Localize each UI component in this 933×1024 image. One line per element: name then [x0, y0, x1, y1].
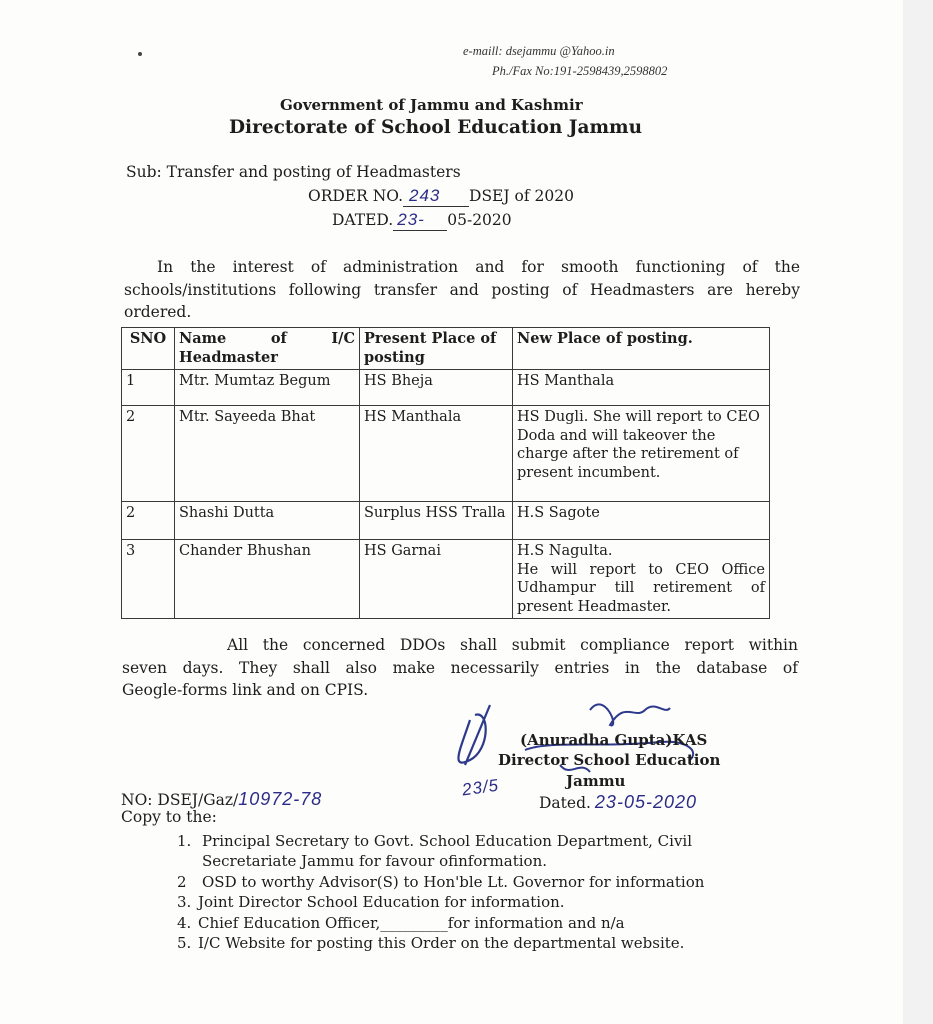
order-prefix: ORDER NO. [308, 187, 404, 205]
reference-number-line [121, 789, 322, 810]
header-name-b: of [270, 330, 287, 347]
table-row [122, 406, 770, 502]
row-sno: 3 [122, 540, 175, 619]
table-row [122, 540, 770, 619]
initial-handwritten: 23/5 [460, 775, 501, 800]
row-present: HS Bheja [360, 370, 513, 406]
row-sno: 2 [122, 406, 175, 502]
row-sno: 1 [122, 370, 175, 406]
copy-list-item [177, 831, 692, 851]
row-present: HS Garnai [360, 540, 513, 619]
intro-line-2: schools/institutions following transfer and posting of Headmasters are hereby [124, 281, 800, 299]
order-number-line [308, 186, 574, 207]
dated-prefix: DATED. [332, 211, 394, 229]
signature-date-line [539, 792, 697, 813]
copy-item-number: 2 [177, 873, 187, 891]
row-name: Shashi Dutta [175, 502, 360, 540]
reference-no-handwritten: 10972-78 [238, 789, 323, 809]
dated-day-handwritten: 23- [393, 210, 447, 231]
signature-dated-label: Dated. [539, 794, 591, 812]
scan-speck [138, 52, 142, 56]
order-date-line [332, 210, 512, 231]
copy-item-text: I/C Website for posting this Order on the departmental website. [198, 934, 685, 952]
header-name-c: I/C [331, 330, 355, 347]
copy-item-number: 5. [177, 934, 192, 952]
copy-item-number: 1. [177, 832, 192, 850]
row-sno: 2 [122, 502, 175, 540]
order-number-handwritten: 243 [403, 186, 469, 207]
compliance-line-1: All the concerned DDOs shall submit compliance report within [227, 636, 798, 654]
signatory-designation: Director School Education [498, 751, 721, 769]
header-new: New Place of posting. [513, 328, 770, 370]
copy-item-number: 3. [177, 893, 192, 911]
dated-suffix: 05-2020 [447, 211, 512, 229]
intro-line-1: In the interest of administration and for smooth functioning of the [157, 258, 800, 276]
row-name: Chander Bhushan [175, 540, 360, 619]
row-new: HS Manthala [513, 370, 770, 406]
row-new-rest: He will report to CEO Office Udhampur till retirement of present Headmaster. [517, 561, 765, 615]
copy-list-item [177, 913, 625, 933]
postings-table [121, 327, 770, 619]
row-new-line-1: H.S Nagulta. [517, 543, 613, 559]
intro-line-3: ordered. [124, 303, 192, 321]
copy-to-heading: Copy to the: [121, 808, 217, 826]
row-name: Mtr. Mumtaz Begum [175, 370, 360, 406]
copy-list-item-continuation: Secretariate Jammu for favour ofinformation. [202, 852, 548, 870]
copy-item-text: Principal Secretary to Govt. School Education Department, Civil [202, 832, 693, 850]
copy-list-item [177, 872, 704, 892]
order-suffix: DSEJ of 2020 [469, 187, 574, 205]
subject-line: Sub: Transfer and posting of Headmasters [126, 163, 461, 181]
government-heading: Government of Jammu and Kashmir [280, 96, 583, 114]
copy-item-number: 4. [177, 914, 192, 932]
copy-item-text: OSD to worthy Advisor(S) to Hon'ble Lt. Governor for information [202, 873, 705, 891]
row-present: Surplus HSS Tralla [360, 502, 513, 540]
header-present: Present Place of posting [360, 328, 513, 370]
signature-dated-handwritten: 23-05-2020 [594, 792, 697, 812]
signatory-name: (Anuradha Gupta)KAS [520, 731, 708, 749]
copy-list-item [177, 933, 684, 953]
reference-no-label: NO: DSEJ/Gaz/ [121, 791, 239, 809]
header-name-a: Name [179, 330, 227, 347]
row-new: H.S Sagote [513, 502, 770, 540]
copy-item-text: Joint Director School Education for information. [198, 893, 565, 911]
row-present: HS Manthala [360, 406, 513, 502]
header-sno: SNO [122, 328, 175, 370]
table-row [122, 502, 770, 540]
header-name [175, 328, 360, 370]
table-row [122, 370, 770, 406]
row-new: HS Dugli. She will report to CEO Doda and will takeover the charge after the retirement of present incumbent. [513, 406, 770, 502]
compliance-line-3: Geogle-forms link and on CPIS. [122, 681, 369, 699]
row-name: Mtr. Sayeeda Bhat [175, 406, 360, 502]
table-header-row [122, 328, 770, 370]
phone-fax-line: Ph./Fax No:191-2598439,2598802 [492, 64, 668, 78]
row-new [513, 540, 770, 619]
header-name-d: Headmaster [179, 348, 278, 366]
copy-list-item [177, 892, 565, 912]
email-line: e-maill: dsejammu @Yahoo.in [463, 44, 615, 58]
compliance-line-2: seven days. They shall also make necessarily entries in the database of [122, 659, 798, 677]
copy-item-text: Chief Education Officer,_________for information and n/a [198, 914, 625, 932]
signatory-place: Jammu [566, 772, 626, 790]
directorate-heading: Directorate of School Education Jammu [229, 117, 643, 138]
